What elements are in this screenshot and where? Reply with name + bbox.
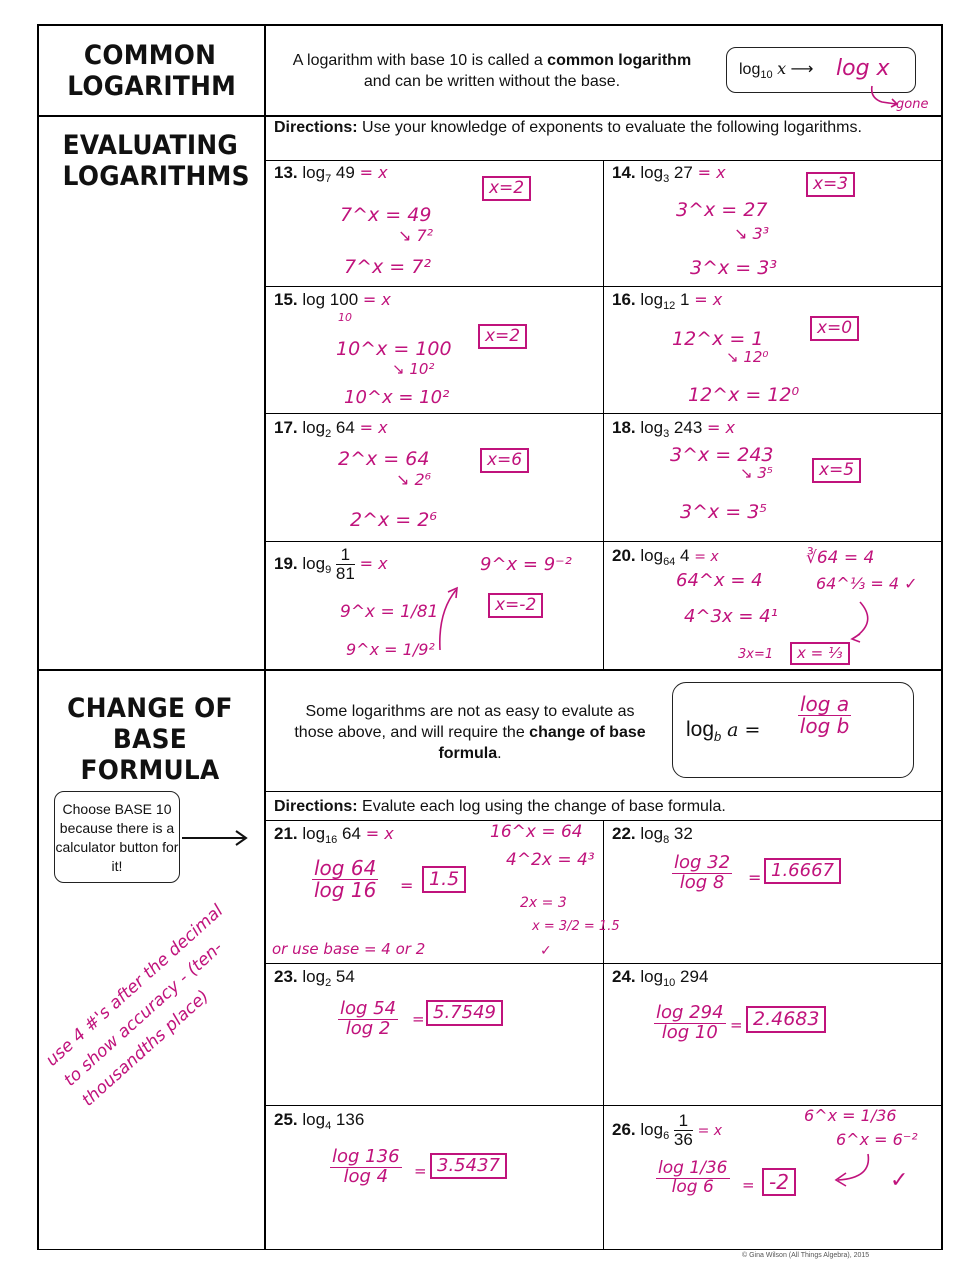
hw-answer-23: 5.7549 (426, 1000, 503, 1026)
problem-20 (612, 546, 719, 566)
fraction-denominator: 81 (335, 563, 355, 583)
log-base: 2 (325, 428, 332, 440)
hw-curve-arrow-icon (434, 582, 464, 654)
hw-work-19-a: 9^x = 1/81 (340, 602, 439, 622)
hw-fraction-22 (672, 854, 732, 893)
handwritten-gone: gone (896, 97, 929, 112)
fraction-numerator: 1 (674, 1112, 693, 1131)
hw-check-icon: ✓ (890, 1168, 909, 1193)
directions-label: Directions: (274, 119, 358, 136)
hw-work-14-b: ↘ 3³ (734, 224, 770, 243)
problem-16 (612, 290, 722, 310)
hw-work-20-b: 4^3x = 4¹ (684, 606, 778, 627)
hw-eq-24: = (730, 1016, 743, 1034)
log-base: 9 (325, 563, 332, 576)
log-argument: 294 (680, 967, 709, 986)
problem-24 (612, 967, 708, 987)
log-argument: 54 (335, 967, 355, 986)
line-col (264, 24, 266, 1250)
log-argument: 1 (680, 290, 690, 309)
common-log-text-1: A logarithm with base 10 is called a (292, 52, 543, 69)
problem-21 (274, 824, 394, 844)
hw-work-18-b: ↘ 3⁵ (740, 464, 773, 482)
log-argument: 32 (673, 824, 693, 843)
problem-number: 26. (612, 1119, 636, 1139)
problem-number: 20. (612, 546, 636, 565)
log-argument: 4 (680, 546, 690, 565)
hw-den: log 10 (661, 1021, 718, 1043)
directions-text: Use your knowledge of exponents to evaluate the following logarithms. (362, 119, 862, 136)
log-label: log (640, 290, 664, 309)
hw-work-15-base: 10 (338, 311, 352, 324)
line-h3 (264, 286, 942, 287)
hw-work-21-d: x = 3/2 = 1.5 (532, 919, 620, 934)
change-base-text-2: . (497, 745, 502, 762)
hw-answer-26: -2 (762, 1168, 796, 1196)
problem-number: 14. (612, 163, 636, 182)
hw-eq-x: = x (697, 163, 726, 182)
log-label: log (640, 546, 664, 565)
formula-base: 10 (760, 69, 773, 82)
change-base-formula (686, 718, 760, 744)
log-label: log (302, 418, 326, 437)
hw-fraction-26 (656, 1160, 730, 1197)
hw-work-16-c: 12^x = 12⁰ (688, 384, 800, 406)
hw-answer-15: x=2 (478, 324, 527, 349)
hw-eq-x: = x (707, 418, 735, 437)
common-log-text-2: and can be written without the base. (363, 73, 621, 90)
hw-work-18-c: 3^x = 3⁵ (680, 501, 767, 523)
problem-number: 17. (274, 418, 298, 437)
hw-eq-25: = (414, 1162, 427, 1180)
hw-work-21-a: 16^x = 64 (490, 822, 583, 842)
hw-num: log 1/36 (658, 1158, 728, 1178)
log-base: 3 (663, 428, 670, 440)
fraction-denominator: 36 (673, 1129, 693, 1149)
fraction-numerator: 1 (336, 546, 355, 565)
common-log-description (282, 50, 702, 92)
hw-work-18-a: 3^x = 243 (670, 444, 774, 466)
line-mid (603, 160, 604, 670)
log-argument: 64 (335, 418, 355, 437)
log-base: 12 (663, 300, 676, 312)
log-label: log (640, 163, 664, 182)
problem-15 (274, 290, 391, 310)
hw-work-21-b: 4^2x = 4³ (506, 850, 595, 870)
hw-check-icon: ✓ (540, 943, 552, 959)
log-argument: 64 (342, 824, 361, 843)
hw-eq-x: = x (359, 163, 388, 182)
directions-text: Evalute each log using the change of base formula. (362, 798, 726, 815)
log-base: 64 (663, 556, 676, 568)
hw-formula-num: log a (800, 692, 850, 716)
change-base-bold: change of base formula (438, 724, 646, 762)
problem-number: 23. (274, 967, 298, 986)
hw-den: log 4 (343, 1165, 389, 1187)
hw-eq-x: = x (359, 418, 388, 437)
hw-fraction-24 (654, 1004, 726, 1043)
hw-answer-13: x=2 (482, 176, 531, 201)
hw-curve-arrow-icon (828, 1150, 876, 1190)
hw-work-21-e: or use base = 4 or 2 (272, 940, 426, 958)
formula-log: log (686, 718, 715, 741)
problem-23 (274, 967, 355, 987)
problem-number: 16. (612, 290, 636, 309)
log-base: 4 (325, 1120, 332, 1132)
hw-answer-14: x=3 (806, 172, 855, 197)
problem-number: 18. (612, 418, 636, 437)
hw-work-17-b: ↘ 2⁶ (396, 470, 432, 489)
log-label: log (302, 824, 326, 843)
problem-number: 21. (274, 824, 298, 843)
log-argument: 136 (335, 1110, 365, 1129)
hw-den: log 2 (345, 1017, 391, 1039)
line-h6 (37, 669, 942, 671)
line-h4 (264, 413, 942, 414)
line-h2 (264, 160, 942, 161)
hw-num: log 32 (674, 852, 731, 873)
hw-work-20-e: 3x=1 (738, 647, 774, 662)
log-argument-fraction (336, 546, 355, 583)
formula-var: x (777, 59, 787, 78)
hw-work-14-c: 3^x = 3³ (690, 257, 777, 279)
problem-18 (612, 418, 735, 438)
line-h5 (264, 541, 942, 542)
line-mid-2 (603, 820, 604, 1250)
line-h8 (264, 820, 942, 821)
hw-fraction-21 (312, 858, 378, 901)
line-right (941, 24, 943, 1250)
log-base: 2 (325, 977, 332, 989)
hw-eq-x: = x (365, 824, 394, 843)
hw-answer-19: x=-2 (488, 593, 543, 618)
line-top (37, 24, 942, 26)
log-base: 7 (325, 173, 332, 185)
log-argument: 243 (673, 418, 703, 437)
problem-25 (274, 1110, 364, 1130)
hw-work-15-a: 10^x = 100 (336, 338, 452, 360)
hw-formula (798, 694, 851, 737)
log-argument: 27 (673, 163, 693, 182)
log-argument: 100 (329, 290, 359, 309)
change-base-text-1: Some logarithms are not as easy to evalute as those above, and will require the (294, 703, 635, 741)
log-base: 6 (663, 1129, 670, 1142)
common-log-formula (739, 59, 813, 81)
hw-eq-21: = (400, 876, 414, 895)
line-left (37, 24, 39, 1250)
line-h7 (264, 791, 942, 792)
log-label: log (302, 1110, 326, 1129)
change-base-description (294, 701, 646, 764)
hw-eq-x: = x (359, 553, 388, 573)
arrow-right-icon (180, 828, 252, 848)
log-label: log (302, 290, 326, 309)
problem-number: 24. (612, 967, 636, 986)
evaluating-directions (274, 118, 914, 137)
problem-number: 25. (274, 1110, 298, 1129)
problem-19 (274, 546, 388, 583)
log-argument: 49 (335, 163, 355, 182)
hw-eq-x: = x (694, 290, 723, 309)
hw-answer-20: x = ⅓ (790, 642, 850, 665)
hw-work-14-a: 3^x = 27 (676, 199, 768, 221)
problem-number: 13. (274, 163, 298, 182)
problem-13 (274, 163, 388, 183)
hw-den: log 6 (671, 1176, 714, 1197)
section-heading-change-of-base: CHANGE OF BASE FORMULA (67, 693, 233, 786)
hw-answer-16: x=0 (810, 316, 859, 341)
problem-17 (274, 418, 388, 438)
hw-den: log 8 (679, 871, 725, 893)
log-base: 16 (325, 834, 338, 846)
hw-eq-22: = (748, 868, 762, 887)
hw-curve-arrow-icon (846, 598, 880, 644)
hw-answer-25: 3.5437 (430, 1153, 507, 1179)
log-label: log (640, 967, 664, 986)
problem-14 (612, 163, 726, 183)
log-label: log (302, 553, 326, 573)
hw-answer-21: 1.5 (422, 866, 466, 893)
log-base: 8 (663, 834, 670, 846)
problem-number: 15. (274, 290, 298, 309)
line-bottom (37, 1249, 942, 1250)
hw-side-note: use 4 #'s after the decimal to show accuracy - (ten-thousandths place) (42, 900, 228, 1111)
problem-26 (612, 1112, 722, 1149)
hw-eq-x: = x (362, 290, 391, 309)
log-argument-fraction (674, 1112, 693, 1149)
arrow-right-icon: ⟶ (790, 61, 814, 78)
directions-label: Directions: (274, 798, 358, 815)
hw-work-20-a: 64^x = 4 (676, 570, 763, 591)
hw-work-13-a: 7^x = 49 (340, 204, 432, 226)
hw-answer-24: 2.4683 (746, 1006, 826, 1033)
footer-copyright: © Gina Wilson (All Things Algebra), 2015 (742, 1252, 870, 1259)
section-heading-evaluating: EVALUATING LOGARITHMS (62, 130, 250, 192)
hw-work-16-b: ↘ 12⁰ (726, 348, 769, 366)
log-label: log (302, 163, 326, 182)
hw-work-16-a: 12^x = 1 (672, 328, 764, 350)
hw-work-20-c: ∛64 = 4 (806, 548, 875, 568)
hw-work-26-a: 6^x = 1/36 (804, 1106, 897, 1125)
hw-work-13-c: 7^x = 7² (344, 256, 431, 278)
hw-eq-23: = (412, 1010, 425, 1028)
hw-answer-18: x=5 (812, 458, 861, 483)
log-base: 10 (663, 977, 676, 989)
hw-work-20-d: 64^⅓ = 4 ✓ (816, 574, 918, 593)
hw-work-15-b: ↘ 10² (392, 360, 435, 378)
hw-den: log 16 (314, 878, 377, 902)
hw-fraction-23 (338, 1000, 398, 1039)
hw-num: log 136 (332, 1146, 400, 1167)
handwritten-arrow-icon (868, 84, 900, 108)
hw-num: log 294 (656, 1002, 724, 1023)
problem-number: 22. (612, 824, 636, 843)
log-label: log (640, 824, 664, 843)
hw-work-19-c: 9^x = 9⁻² (480, 554, 572, 575)
hw-work-21-c: 2x = 3 (520, 895, 567, 911)
hw-eq-26: = (742, 1176, 755, 1194)
hw-work-17-c: 2^x = 2⁶ (350, 509, 437, 531)
log-label: log (302, 967, 326, 986)
hw-num: log 54 (340, 998, 397, 1019)
hw-work-26-b: 6^x = 6⁻² (836, 1130, 918, 1149)
hw-formula-den: log b (799, 714, 850, 738)
handwritten-log-x: log x (836, 56, 890, 81)
hw-num: log 64 (314, 856, 377, 880)
line-h9 (264, 963, 942, 964)
problem-number: 19. (274, 553, 298, 573)
hw-work-17-a: 2^x = 64 (338, 448, 430, 470)
formula-var: a = (727, 719, 761, 741)
hw-eq-x: = x (697, 1122, 723, 1139)
hw-answer-22: 1.6667 (764, 858, 841, 884)
section-heading-common-logarithm: COMMON LOGARITHM (67, 40, 237, 102)
calculator-callout: Choose BASE 10 because there is a calculator button for it! (54, 791, 180, 883)
log-label: log (640, 418, 664, 437)
log-label: log (640, 1119, 664, 1139)
hw-answer-17: x=6 (480, 448, 529, 473)
hw-work-19-b: 9^x = 1/9² (346, 640, 435, 659)
log-base: 3 (663, 173, 670, 185)
hw-work-15-c: 10^x = 10² (344, 387, 450, 408)
line-h1 (37, 115, 942, 117)
formula-sub: b (714, 729, 722, 745)
hw-fraction-25 (330, 1148, 402, 1187)
hw-eq-x: = x (694, 549, 719, 565)
common-log-bold: common logarithm (547, 52, 692, 69)
formula-log: log (739, 61, 761, 78)
problem-22 (612, 824, 693, 844)
change-base-directions (274, 797, 914, 816)
hw-work-13-b: ↘ 7² (398, 226, 434, 245)
